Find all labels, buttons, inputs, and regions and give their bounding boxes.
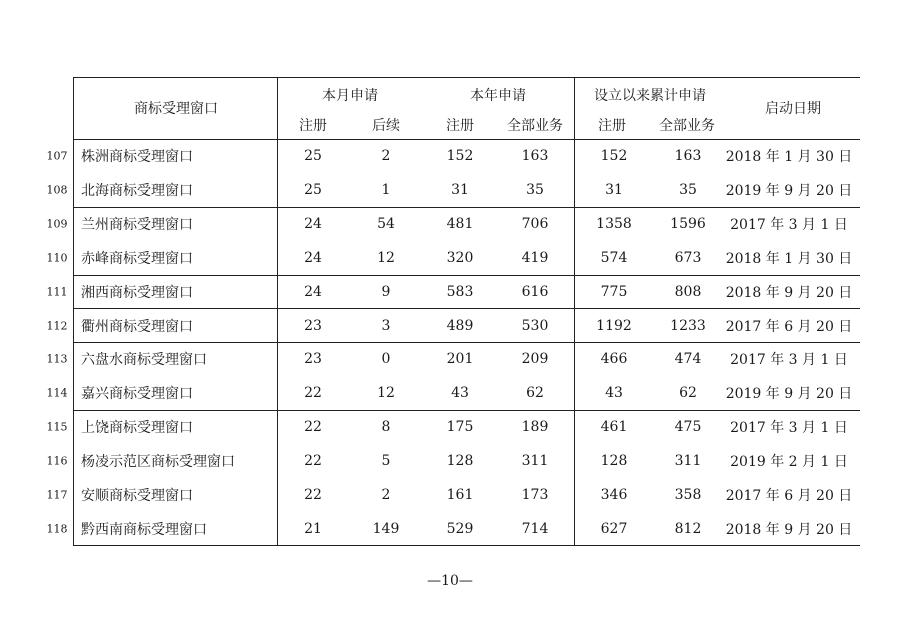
cell-month-registration: 21 (304, 521, 322, 537)
cell-cumulative-registration: 1192 (596, 318, 632, 334)
cell-month-registration: 24 (304, 216, 322, 232)
cell-cumulative-all: 673 (674, 250, 702, 266)
cell-start-date: 2018 年 1 月 30 日 (725, 149, 853, 165)
cell-start-date: 2019 年 2 月 1 日 (730, 454, 848, 470)
cell-start-date: 2017 年 6 月 20 日 (725, 488, 853, 504)
cell-cumulative-registration: 43 (605, 385, 623, 401)
cell-month-renewal: 0 (381, 351, 391, 367)
cell-month-renewal: 54 (377, 216, 395, 232)
cell-start-date: 2017 年 3 月 1 日 (730, 217, 848, 233)
row-number: 112 (46, 319, 68, 333)
cell-cumulative-registration: 1358 (596, 216, 632, 232)
row-number: 111 (46, 285, 68, 299)
cell-start-date: 2018 年 9 月 20 日 (725, 285, 853, 301)
cell-month-renewal: 5 (381, 453, 391, 469)
cell-year-all: 62 (526, 385, 544, 401)
subheader-cumulative-registration: 注册 (598, 118, 626, 134)
cell-year-all: 209 (521, 351, 549, 367)
cell-month-renewal: 12 (377, 385, 395, 401)
row-divider (73, 342, 860, 343)
row-number: 107 (46, 149, 68, 163)
cell-cumulative-registration: 461 (600, 419, 628, 435)
cell-year-registration: 489 (446, 318, 474, 334)
cell-month-registration: 24 (304, 284, 322, 300)
header-month: 本月申请 (322, 88, 378, 104)
cell-year-registration: 128 (446, 453, 474, 469)
cell-year-registration: 529 (446, 521, 474, 537)
row-divider (73, 275, 860, 276)
cell-month-renewal: 8 (381, 419, 391, 435)
cell-month-renewal: 2 (381, 487, 391, 503)
cell-cumulative-all: 1596 (670, 216, 706, 232)
cell-month-renewal: 149 (372, 521, 400, 537)
row-number: 110 (46, 251, 68, 265)
column-divider (574, 77, 575, 545)
page-number: —10— (427, 573, 473, 589)
row-window-name: 株洲商标受理窗口 (81, 149, 193, 165)
cell-cumulative-all: 35 (679, 182, 697, 198)
cell-year-registration: 201 (446, 351, 474, 367)
cell-cumulative-all: 812 (674, 521, 702, 537)
cell-cumulative-registration: 466 (600, 351, 628, 367)
row-number: 117 (46, 488, 68, 502)
column-divider (277, 77, 278, 545)
cell-cumulative-registration: 627 (600, 521, 628, 537)
cell-month-registration: 22 (304, 487, 322, 503)
cell-start-date: 2018 年 9 月 20 日 (725, 522, 853, 538)
cell-year-all: 616 (521, 284, 549, 300)
row-window-name: 兰州商标受理窗口 (81, 217, 193, 233)
cell-year-all: 530 (521, 318, 549, 334)
cell-month-registration: 25 (304, 148, 322, 164)
row-divider (73, 207, 860, 208)
cell-cumulative-registration: 31 (605, 182, 623, 198)
cell-cumulative-registration: 775 (600, 284, 628, 300)
cell-cumulative-all: 475 (674, 419, 702, 435)
row-number: 108 (46, 183, 68, 197)
header-window: 商标受理窗口 (134, 101, 218, 117)
cell-year-registration: 175 (446, 419, 474, 435)
row-window-name: 杨凌示范区商标受理窗口 (81, 454, 235, 470)
cell-year-registration: 152 (446, 148, 474, 164)
header-year: 本年申请 (470, 88, 526, 104)
cell-year-registration: 31 (451, 182, 469, 198)
cell-start-date: 2018 年 1 月 30 日 (725, 251, 853, 267)
cell-start-date: 2017 年 3 月 1 日 (730, 420, 848, 436)
cell-cumulative-registration: 152 (600, 148, 628, 164)
cell-cumulative-registration: 128 (600, 453, 628, 469)
row-number: 113 (46, 352, 68, 366)
cell-year-all: 173 (521, 487, 549, 503)
cell-start-date: 2017 年 3 月 1 日 (730, 352, 848, 368)
header-start-date: 启动日期 (765, 101, 821, 117)
row-number: 109 (46, 217, 68, 231)
cell-month-registration: 22 (304, 453, 322, 469)
subheader-year-all: 全部业务 (507, 118, 563, 134)
row-number: 118 (46, 522, 68, 536)
subheader-year-registration: 注册 (446, 118, 474, 134)
cell-start-date: 2017 年 6 月 20 日 (725, 319, 853, 335)
subheader-month-renewal: 后续 (372, 118, 400, 134)
table-bottom-border (73, 545, 860, 546)
cell-month-registration: 23 (304, 351, 322, 367)
cell-cumulative-all: 808 (674, 284, 702, 300)
cell-year-registration: 320 (446, 250, 474, 266)
cell-cumulative-registration: 346 (600, 487, 628, 503)
row-number: 114 (46, 386, 68, 400)
row-divider (73, 410, 860, 411)
row-window-name: 上饶商标受理窗口 (81, 420, 193, 436)
row-window-name: 黔西南商标受理窗口 (81, 522, 207, 538)
row-divider (73, 308, 860, 309)
cell-month-registration: 25 (304, 182, 322, 198)
cell-month-registration: 22 (304, 419, 322, 435)
row-window-name: 嘉兴商标受理窗口 (81, 386, 193, 402)
cell-cumulative-registration: 574 (600, 250, 628, 266)
table-left-border (73, 77, 74, 545)
cell-cumulative-all: 311 (674, 453, 702, 469)
cell-cumulative-all: 474 (674, 351, 702, 367)
cell-year-all: 419 (521, 250, 549, 266)
row-window-name: 六盘水商标受理窗口 (81, 352, 207, 368)
row-window-name: 衢州商标受理窗口 (81, 319, 193, 335)
table-top-border (73, 77, 860, 78)
cell-month-renewal: 3 (381, 318, 391, 334)
cell-cumulative-all: 1233 (670, 318, 706, 334)
header-cumulative: 设立以来累计申请 (594, 88, 706, 104)
cell-year-registration: 43 (451, 385, 469, 401)
cell-cumulative-all: 62 (679, 385, 697, 401)
cell-start-date: 2019 年 9 月 20 日 (725, 386, 853, 402)
header-bottom-border (73, 139, 860, 140)
cell-year-all: 311 (521, 453, 549, 469)
row-window-name: 赤峰商标受理窗口 (81, 251, 193, 267)
cell-year-all: 706 (521, 216, 549, 232)
cell-year-all: 163 (521, 148, 549, 164)
cell-month-registration: 23 (304, 318, 322, 334)
cell-year-all: 714 (521, 521, 549, 537)
row-number: 115 (46, 420, 68, 434)
cell-month-renewal: 12 (377, 250, 395, 266)
cell-cumulative-all: 163 (674, 148, 702, 164)
cell-year-all: 189 (521, 419, 549, 435)
cell-year-all: 35 (526, 182, 544, 198)
cell-month-registration: 22 (304, 385, 322, 401)
cell-year-registration: 481 (446, 216, 474, 232)
cell-start-date: 2019 年 9 月 20 日 (725, 183, 853, 199)
row-number: 116 (46, 454, 68, 468)
row-window-name: 北海商标受理窗口 (81, 183, 193, 199)
row-window-name: 安顺商标受理窗口 (81, 488, 193, 504)
cell-month-renewal: 1 (381, 182, 391, 198)
cell-cumulative-all: 358 (674, 487, 702, 503)
row-window-name: 湘西商标受理窗口 (81, 285, 193, 301)
cell-year-registration: 583 (446, 284, 474, 300)
subheader-cumulative-all: 全部业务 (659, 118, 715, 134)
cell-year-registration: 161 (446, 487, 474, 503)
subheader-month-registration: 注册 (299, 118, 327, 134)
cell-month-renewal: 2 (381, 148, 391, 164)
cell-month-registration: 24 (304, 250, 322, 266)
cell-month-renewal: 9 (381, 284, 391, 300)
